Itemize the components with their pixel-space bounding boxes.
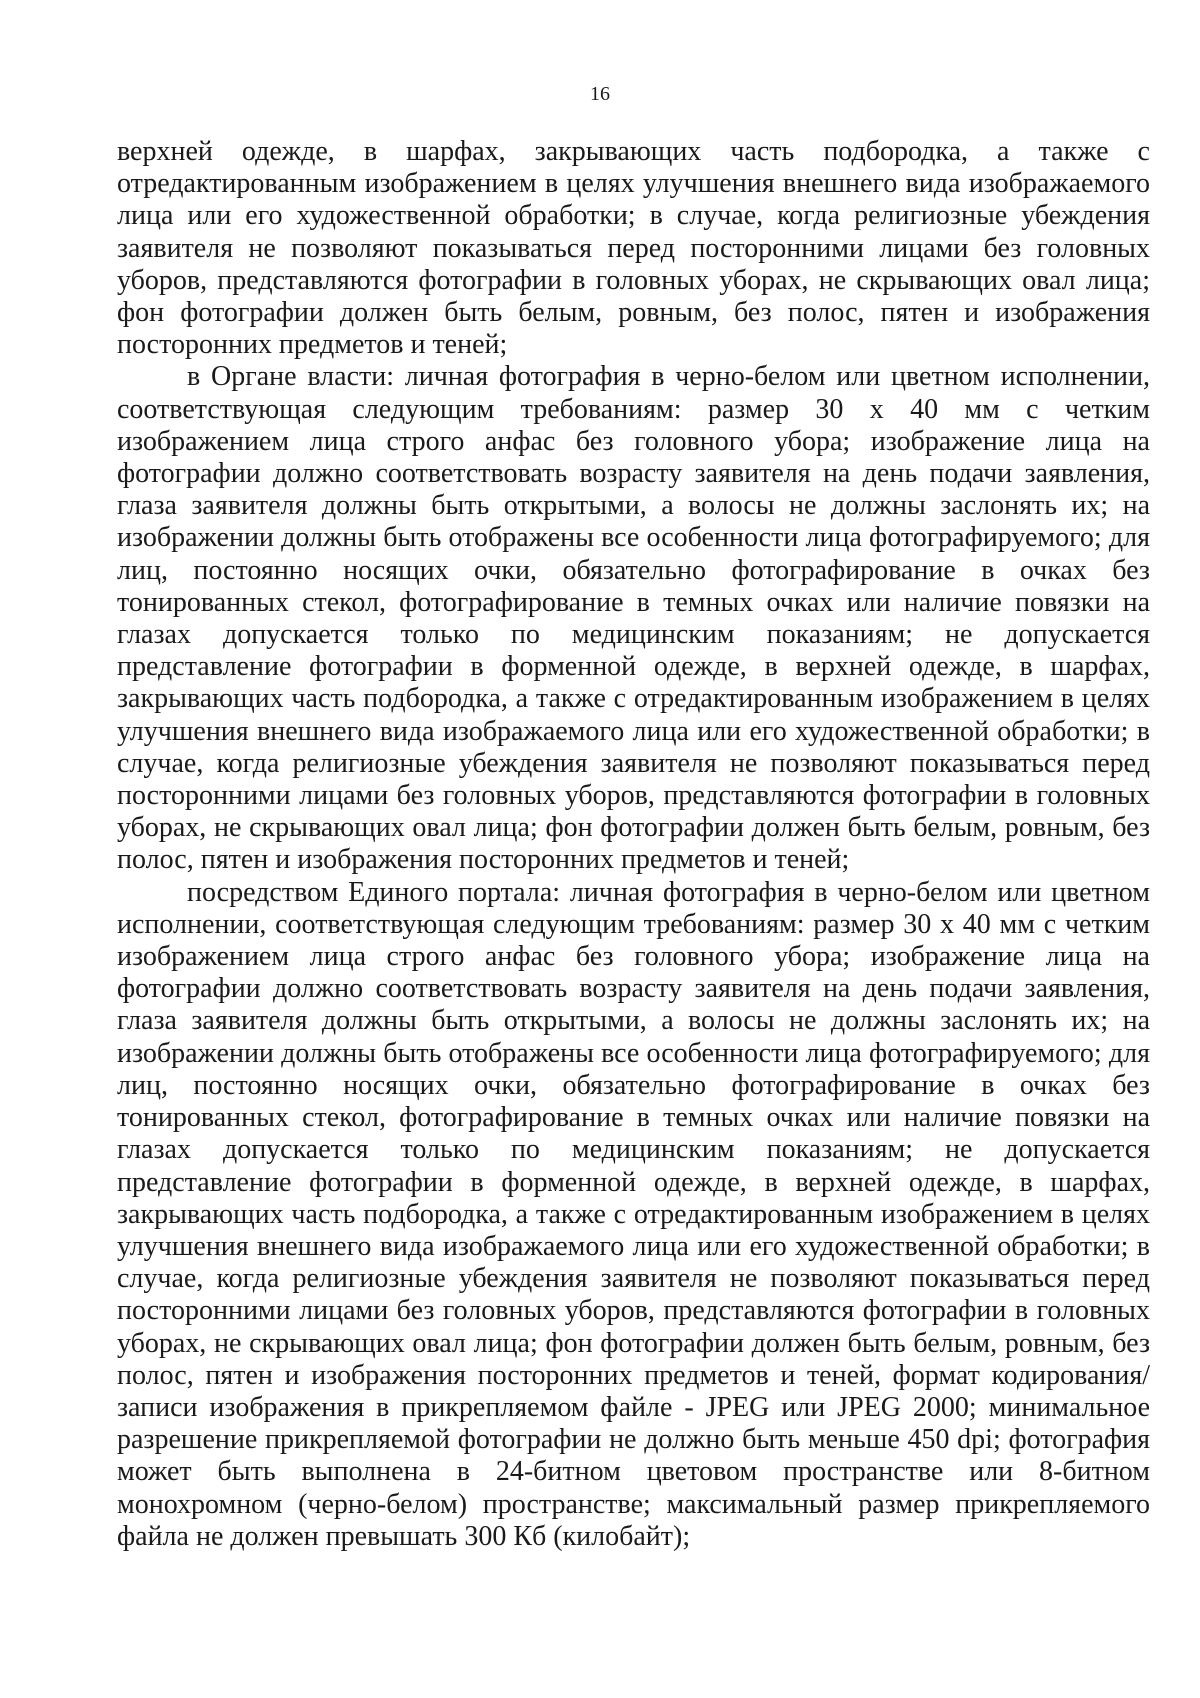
paragraph-organ-vlasti: в Органе власти: личная фотография в черно-белом или цветном исполнении, соответствующая следующим требованиям: размер 30 х 40 мм с четким изображением лица строго анфас без головного убора; изображение лица на фотографии должно соответствовать возрасту заявителя на день подачи заявления, глаза заявителя должны быть открытыми, а волосы не должны заслонять их; на изображении должны быть отображены все особенности лица фотографируемого; для лиц, постоянно носящих очки, обязательно фотографирование в очках без тонированных стекол, фотографирование в темных очках или наличие повязки на глазах допускается только по медицинским показаниям; не допускается представление фотографии в форменной одежде, в верхней одежде, в шарфах, закрывающих часть подбородка, а также с отредактированным изображением в целях улучшения внешнего вида изображаемого лица или его художественной обработки; в случае, когда религиозные убеждения заявителя не позволяют показываться перед посторонними лицами без головных уборов, представляются фотографии в головных уборах, не скрывающих овал лица; фон фотографии должен быть белым, ровным, без полос, пятен и изображения посторонних предметов и теней; [117,361,1150,876]
document-body [117,136,1150,1553]
paragraph-edinyi-portal: посредством Единого портала: личная фотография в черно-белом или цветном исполнении, соответствующая следующим требованиям: размер 30 х 40 мм с четким изображением лица строго анфас без головного убора; изображение лица на фотографии должно соответствовать возрасту заявителя на день подачи заявления, глаза заявителя должны быть открытыми, а волосы не должны заслонять их; на изображении должны быть отображены все особенности лица фотографируемого; для лиц, постоянно носящих очки, обязательно фотографирование в очках без тонированных стекол, фотографирование в темных очках или наличие повязки на глазах допускается только по медицинским показаниям; не допускается представление фотографии в форменной одежде, в верхней одежде, в шарфах, закрывающих часть подбородка, а также с отредактированным изображением в целях улучшения внешнего вида изображаемого лица или его художественной обработки; в случае, когда религиозные убеждения заявителя не позволяют показываться перед посторонними лицами без головных уборов, представляются фотографии в головных уборах, не скрывающих овал лица; фон фотографии должен быть белым, ровным, без полос, пятен и изображения посторонних предметов и теней, формат кодирования/записи изображения в прикрепляемом файле - JPEG или JPEG 2000; минимальное разрешение прикрепляемой фотографии не должно быть меньше 450 dpi; фотография может быть выполнена в 24-битном цветовом пространстве или 8-битном монохромном (черно-белом) пространстве; максимальный размер прикрепляемого файла не должен превышать 300 Кб (килобайт); [117,876,1150,1552]
paragraph-continuation: верхней одежде, в шарфах, закрывающих часть подбородка, а также с отредактированным изображением в целях улучшения внешнего вида изображаемого лица или его художественной обработки; в случае, когда религиозные убеждения заявителя не позволяют показываться перед посторонними лицами без головных уборов, представляются фотографии в головных уборах, не скрывающих овал лица; фон фотографии должен быть белым, ровным, без полос, пятен и изображения посторонних предметов и теней; [117,136,1150,361]
page-number: 16 [590,83,610,105]
